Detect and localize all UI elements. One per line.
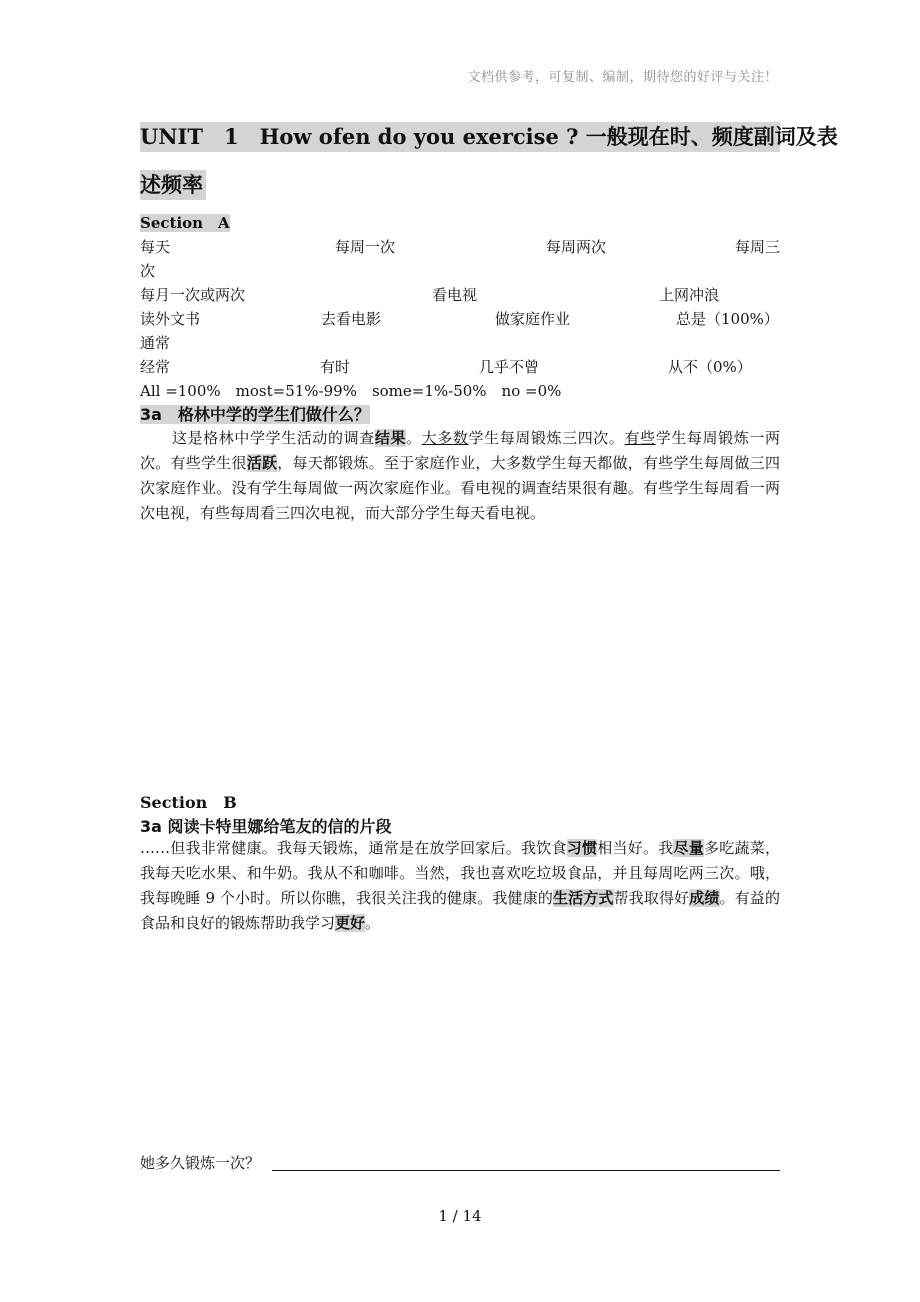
vocab-item: 每天 bbox=[140, 238, 171, 256]
vocab-item: 去看电影 bbox=[321, 310, 382, 328]
vocab-row bbox=[140, 236, 780, 258]
page-number: 1 / 14 bbox=[438, 1207, 482, 1225]
vocab-item: 做家庭作业 bbox=[495, 310, 571, 328]
question-line bbox=[140, 1152, 780, 1173]
vocab-row bbox=[140, 260, 780, 282]
section-b-label: Section B bbox=[140, 793, 237, 812]
question-text: 她多久锻炼一次？ bbox=[140, 1154, 261, 1172]
vocab-item: 每月一次或两次 bbox=[140, 286, 246, 304]
section-a-label: Section A bbox=[140, 214, 230, 232]
vocab-item: 从不（0%） bbox=[668, 358, 752, 376]
vocab-item: 有时 bbox=[320, 358, 351, 376]
answer-blank[interactable] bbox=[272, 1170, 780, 1171]
vocab-item: 通常 bbox=[140, 334, 171, 352]
vocab-row bbox=[140, 308, 780, 330]
vocab-item: 总是（100%） bbox=[676, 310, 779, 328]
vocab-item: 读外文书 bbox=[140, 310, 201, 328]
vocab-row bbox=[140, 332, 780, 354]
letter-paragraph: ……但我非常健康。我每天锻炼，通常是在放学回家后。我饮食习惯相当好。我尽量多吃蔬菜，我每天吃水果、和牛奶。我从不和咖啡。当然，我也喜欢吃垃圾食品，并且每周吃两三次。哦，我每晚睡 9 个小时。所以你瞧，我很关注我的健康。我健康的生活方式帮我取得好成绩。有益的食品和良好的锻炼帮助我学习更好。 bbox=[140, 839, 780, 932]
vocab-item: 上网冲浪 bbox=[659, 286, 720, 304]
vocab-item: 看电视 bbox=[432, 286, 478, 304]
page-title-line1: UNIT 1 How ofen do you exercise ? 一般现在时、频度副词及表 bbox=[140, 122, 780, 152]
vocab-item: 每周一次 bbox=[335, 238, 396, 256]
vocab-item: 每周两次 bbox=[546, 238, 607, 256]
vocab-row bbox=[140, 356, 780, 378]
percent-line: All =100% most=51%-99% some=1%-50% no =0% bbox=[140, 382, 562, 400]
vocab-item: 每周三 bbox=[734, 238, 780, 256]
reading-title-3a-b: 3a 阅读卡特里娜给笔友的信的片段 bbox=[140, 817, 392, 836]
reading-title-3a: 3a 格林中学的学生们做什么？ bbox=[140, 405, 370, 424]
page-title-line2: 述频率 bbox=[140, 170, 206, 200]
vocab-item: 几乎不曾 bbox=[479, 358, 540, 376]
vocab-item: 次 bbox=[140, 262, 156, 280]
reading-paragraph: 这是格林中学学生活动的调查结果。大多数学生每周锻炼三四次。有些学生每周锻炼一两次。有些学生很活跃，每天都锻炼。至于家庭作业，大多数学生每天都做，有些学生每周做三四次家庭作业。没有学生每周做一两次家庭作业。看电视的调查结果很有趣。有些学生每周看一两次电视，有些每周看三四次电视，而大部分学生每天看电视。 bbox=[140, 429, 780, 522]
header-note: 文档供参考，可复制、编制，期待您的好评与关注！ bbox=[467, 70, 778, 85]
vocab-row bbox=[140, 284, 780, 306]
vocab-item: 经常 bbox=[140, 358, 171, 376]
